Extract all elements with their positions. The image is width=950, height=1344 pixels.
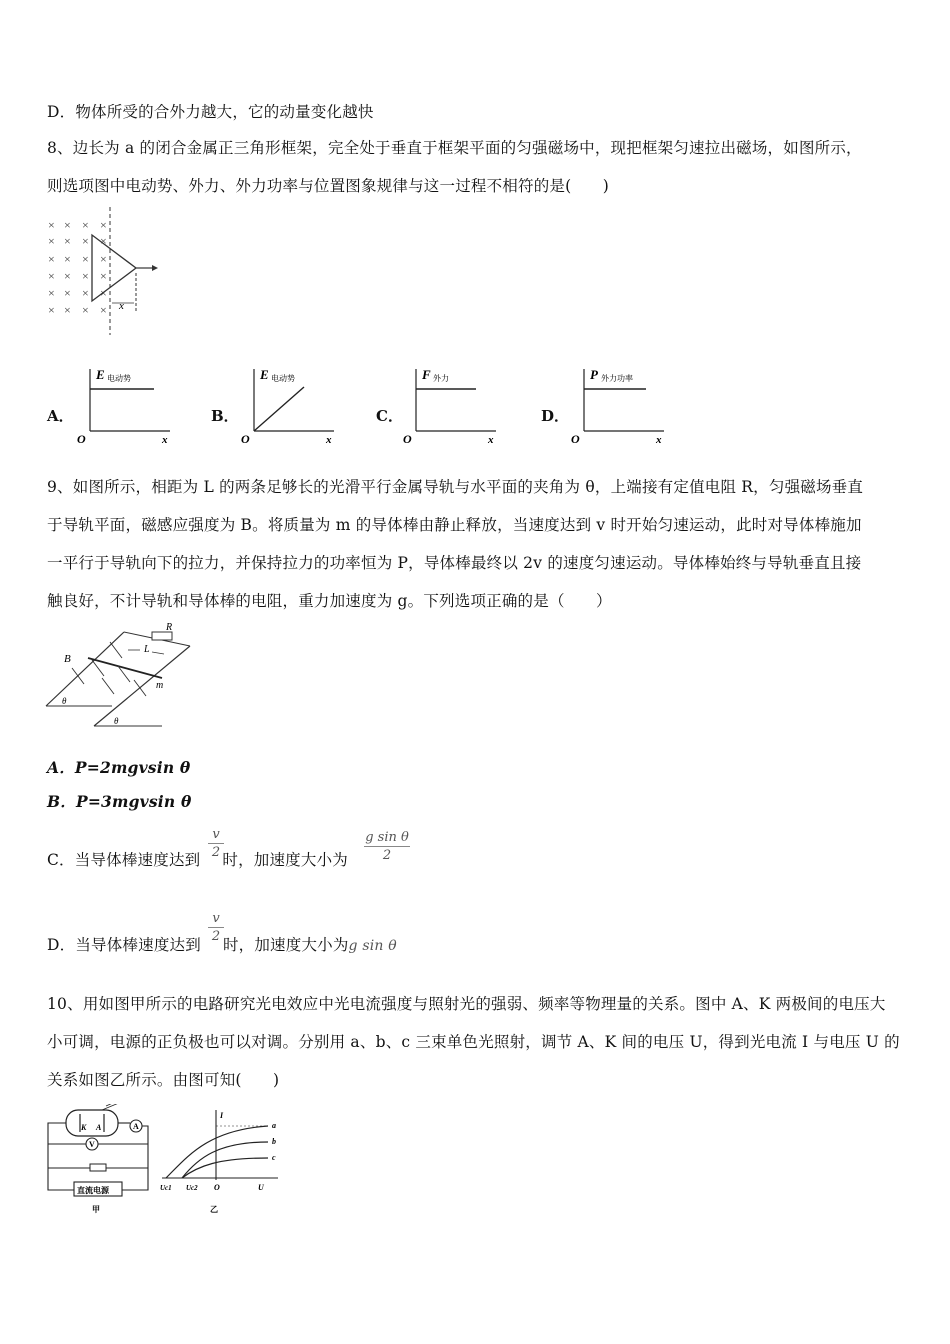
q9-option-d-fraction-v2: v 2: [208, 911, 224, 944]
curve-c: [182, 1158, 268, 1178]
graph-b-curve: [254, 387, 304, 431]
q9-option-b[interactable]: B．P=3mgvsin θ: [47, 792, 192, 811]
svg-text:c: c: [272, 1153, 276, 1162]
svg-text:m: m: [156, 680, 164, 691]
q9-stem-line4: 触良好，不计导轨和导体棒的电阻，重力加速度为 g。下列选项正确的是（ ）: [47, 592, 612, 610]
rail-left: [46, 632, 124, 706]
svg-text:×: ×: [48, 269, 55, 283]
svg-text:×: ×: [48, 252, 55, 266]
rheostat: [90, 1164, 106, 1171]
svg-text:电动势: 电动势: [271, 374, 295, 383]
svg-text:θ: θ: [114, 716, 119, 726]
q8-stem-line2: 则选项图中电动势、外力、外力功率与位置图象规律与这一过程不相符的是( ): [47, 177, 609, 195]
svg-text:I: I: [220, 1111, 224, 1120]
q8-graph-a: [74, 363, 179, 445]
svg-text:×: ×: [82, 269, 89, 283]
svg-text:E: E: [96, 367, 105, 382]
q9-option-a[interactable]: A．P=2mgvsin θ: [47, 758, 191, 777]
svg-text:×: ×: [82, 303, 89, 317]
svg-text:Uc1: Uc1: [160, 1184, 172, 1192]
svg-text:×: ×: [100, 303, 107, 317]
svg-text:O: O: [403, 432, 412, 445]
svg-text:P: P: [590, 367, 598, 382]
svg-text:×: ×: [48, 234, 55, 248]
svg-text:x: x: [488, 434, 494, 445]
svg-text:U: U: [258, 1183, 264, 1192]
q8-option-a-label[interactable]: A．: [47, 407, 74, 425]
svg-text:×: ×: [48, 303, 55, 317]
svg-text:×: ×: [64, 303, 71, 317]
svg-text:×: ×: [82, 286, 89, 300]
svg-text:直流电源: 直流电源: [77, 1186, 109, 1195]
svg-text:B: B: [64, 653, 71, 665]
q9-option-d[interactable]: D．当导体棒速度达到 时，加速度大小为g sin θ: [47, 936, 397, 954]
magnetic-field-crosses: [48, 218, 107, 317]
svg-text:x: x: [326, 434, 332, 445]
svg-text:O: O: [77, 432, 86, 445]
q9-option-c[interactable]: C．当导体棒速度达到 时，加速度大小为: [47, 851, 348, 869]
q9-rails-figure: [44, 620, 204, 732]
q8-graph-d: [568, 363, 673, 445]
svg-text:×: ×: [100, 269, 107, 283]
svg-text:O: O: [241, 432, 250, 445]
svg-text:A: A: [96, 1123, 102, 1132]
svg-text:×: ×: [64, 252, 71, 266]
svg-text:×: ×: [100, 286, 107, 300]
svg-text:θ: θ: [62, 696, 67, 706]
velocity-arrow-icon: [152, 265, 158, 271]
q9-stem-line3: 一平行于导轨向下的拉力，并保持拉力的功率恒为 P，导体棒最终以 2v 的速度匀速运动。导体棒始终与导轨垂直且接: [47, 554, 862, 572]
q10-stem-line2: 小可调，电源的正负极也可以对调。分别用 a、b、c 三束单色光照射，调节 A、K 间的电压 U，得到光电流 I 与电压 U 的: [47, 1033, 900, 1051]
svg-text:L: L: [144, 644, 150, 655]
svg-text:乙: 乙: [210, 1205, 218, 1214]
curve-b: [182, 1142, 268, 1178]
svg-text:R: R: [166, 622, 173, 633]
svg-text:a: a: [272, 1121, 276, 1130]
svg-text:V: V: [89, 1140, 95, 1149]
q10-iu-graph: [158, 1106, 288, 1218]
svg-text:×: ×: [82, 252, 89, 266]
q8-graph-b: [238, 363, 343, 445]
svg-text:O: O: [214, 1183, 220, 1192]
svg-text:甲: 甲: [92, 1205, 100, 1214]
svg-text:电动势: 电动势: [107, 374, 131, 383]
q8-graph-c: [400, 363, 505, 445]
svg-text:×: ×: [48, 218, 55, 232]
q8-fig-x-label: x: [119, 300, 124, 312]
svg-text:×: ×: [64, 234, 71, 248]
phototube: [66, 1110, 118, 1136]
svg-text:×: ×: [64, 218, 71, 232]
svg-text:×: ×: [100, 218, 107, 232]
svg-text:A: A: [133, 1122, 139, 1131]
q8-option-c-label[interactable]: C．: [376, 407, 403, 425]
q9-stem-line2: 于导轨平面，磁感应强度为 B。将质量为 m 的导体棒由静止释放，当速度达到 v 时开始匀速运动，此时对导体棒施加: [47, 516, 862, 534]
svg-text:×: ×: [64, 269, 71, 283]
q9-option-c-fraction-gsin: g sin θ 2: [365, 830, 409, 863]
q10-stem-line1: 10、用如图甲所示的电路研究光电效应中光电流强度与照射光的强弱、频率等物理量的关系。图中 A、K 两极间的电压大: [47, 995, 886, 1013]
svg-text:x: x: [656, 434, 662, 445]
svg-text:Uc2: Uc2: [186, 1184, 198, 1192]
resistor-r: [152, 632, 172, 640]
triangle-frame: [92, 235, 136, 301]
svg-text:×: ×: [64, 286, 71, 300]
svg-text:×: ×: [82, 234, 89, 248]
q8-stem-line1: 8、边长为 a 的闭合金属正三角形框架，完全处于垂直于框架平面的匀强磁场中，现把框架匀速拉出磁场，如图所示，: [47, 139, 862, 157]
curve-a: [166, 1126, 268, 1178]
q10-circuit-figure: [44, 1104, 154, 1216]
svg-text:K: K: [81, 1123, 87, 1132]
q8-field-figure: [44, 205, 164, 340]
svg-text:O: O: [571, 432, 580, 445]
svg-text:b: b: [272, 1137, 276, 1146]
svg-text:外力功率: 外力功率: [601, 374, 633, 383]
svg-text:x: x: [162, 434, 168, 445]
svg-text:×: ×: [82, 218, 89, 232]
q9-option-c-fraction-v2: v 2: [208, 827, 224, 860]
q9-stem-line1: 9、如图所示，相距为 L 的两条足够长的光滑平行金属导轨与水平面的夹角为 θ，上端接有定值电阻 R，匀强磁场垂直: [47, 478, 864, 496]
svg-text:F: F: [422, 367, 431, 382]
q8-option-d-label[interactable]: D．: [541, 407, 570, 425]
q8-option-b-label[interactable]: B．: [211, 407, 239, 425]
svg-text:×: ×: [100, 252, 107, 266]
svg-text:外力: 外力: [433, 374, 449, 383]
svg-text:E: E: [260, 367, 269, 382]
svg-text:×: ×: [100, 234, 107, 248]
q7-option-d: D．物体所受的合外力越大，它的动量变化越快: [47, 103, 374, 121]
q10-stem-line3: 关系如图乙所示。由图可知( ): [47, 1071, 280, 1089]
svg-text:×: ×: [48, 286, 55, 300]
